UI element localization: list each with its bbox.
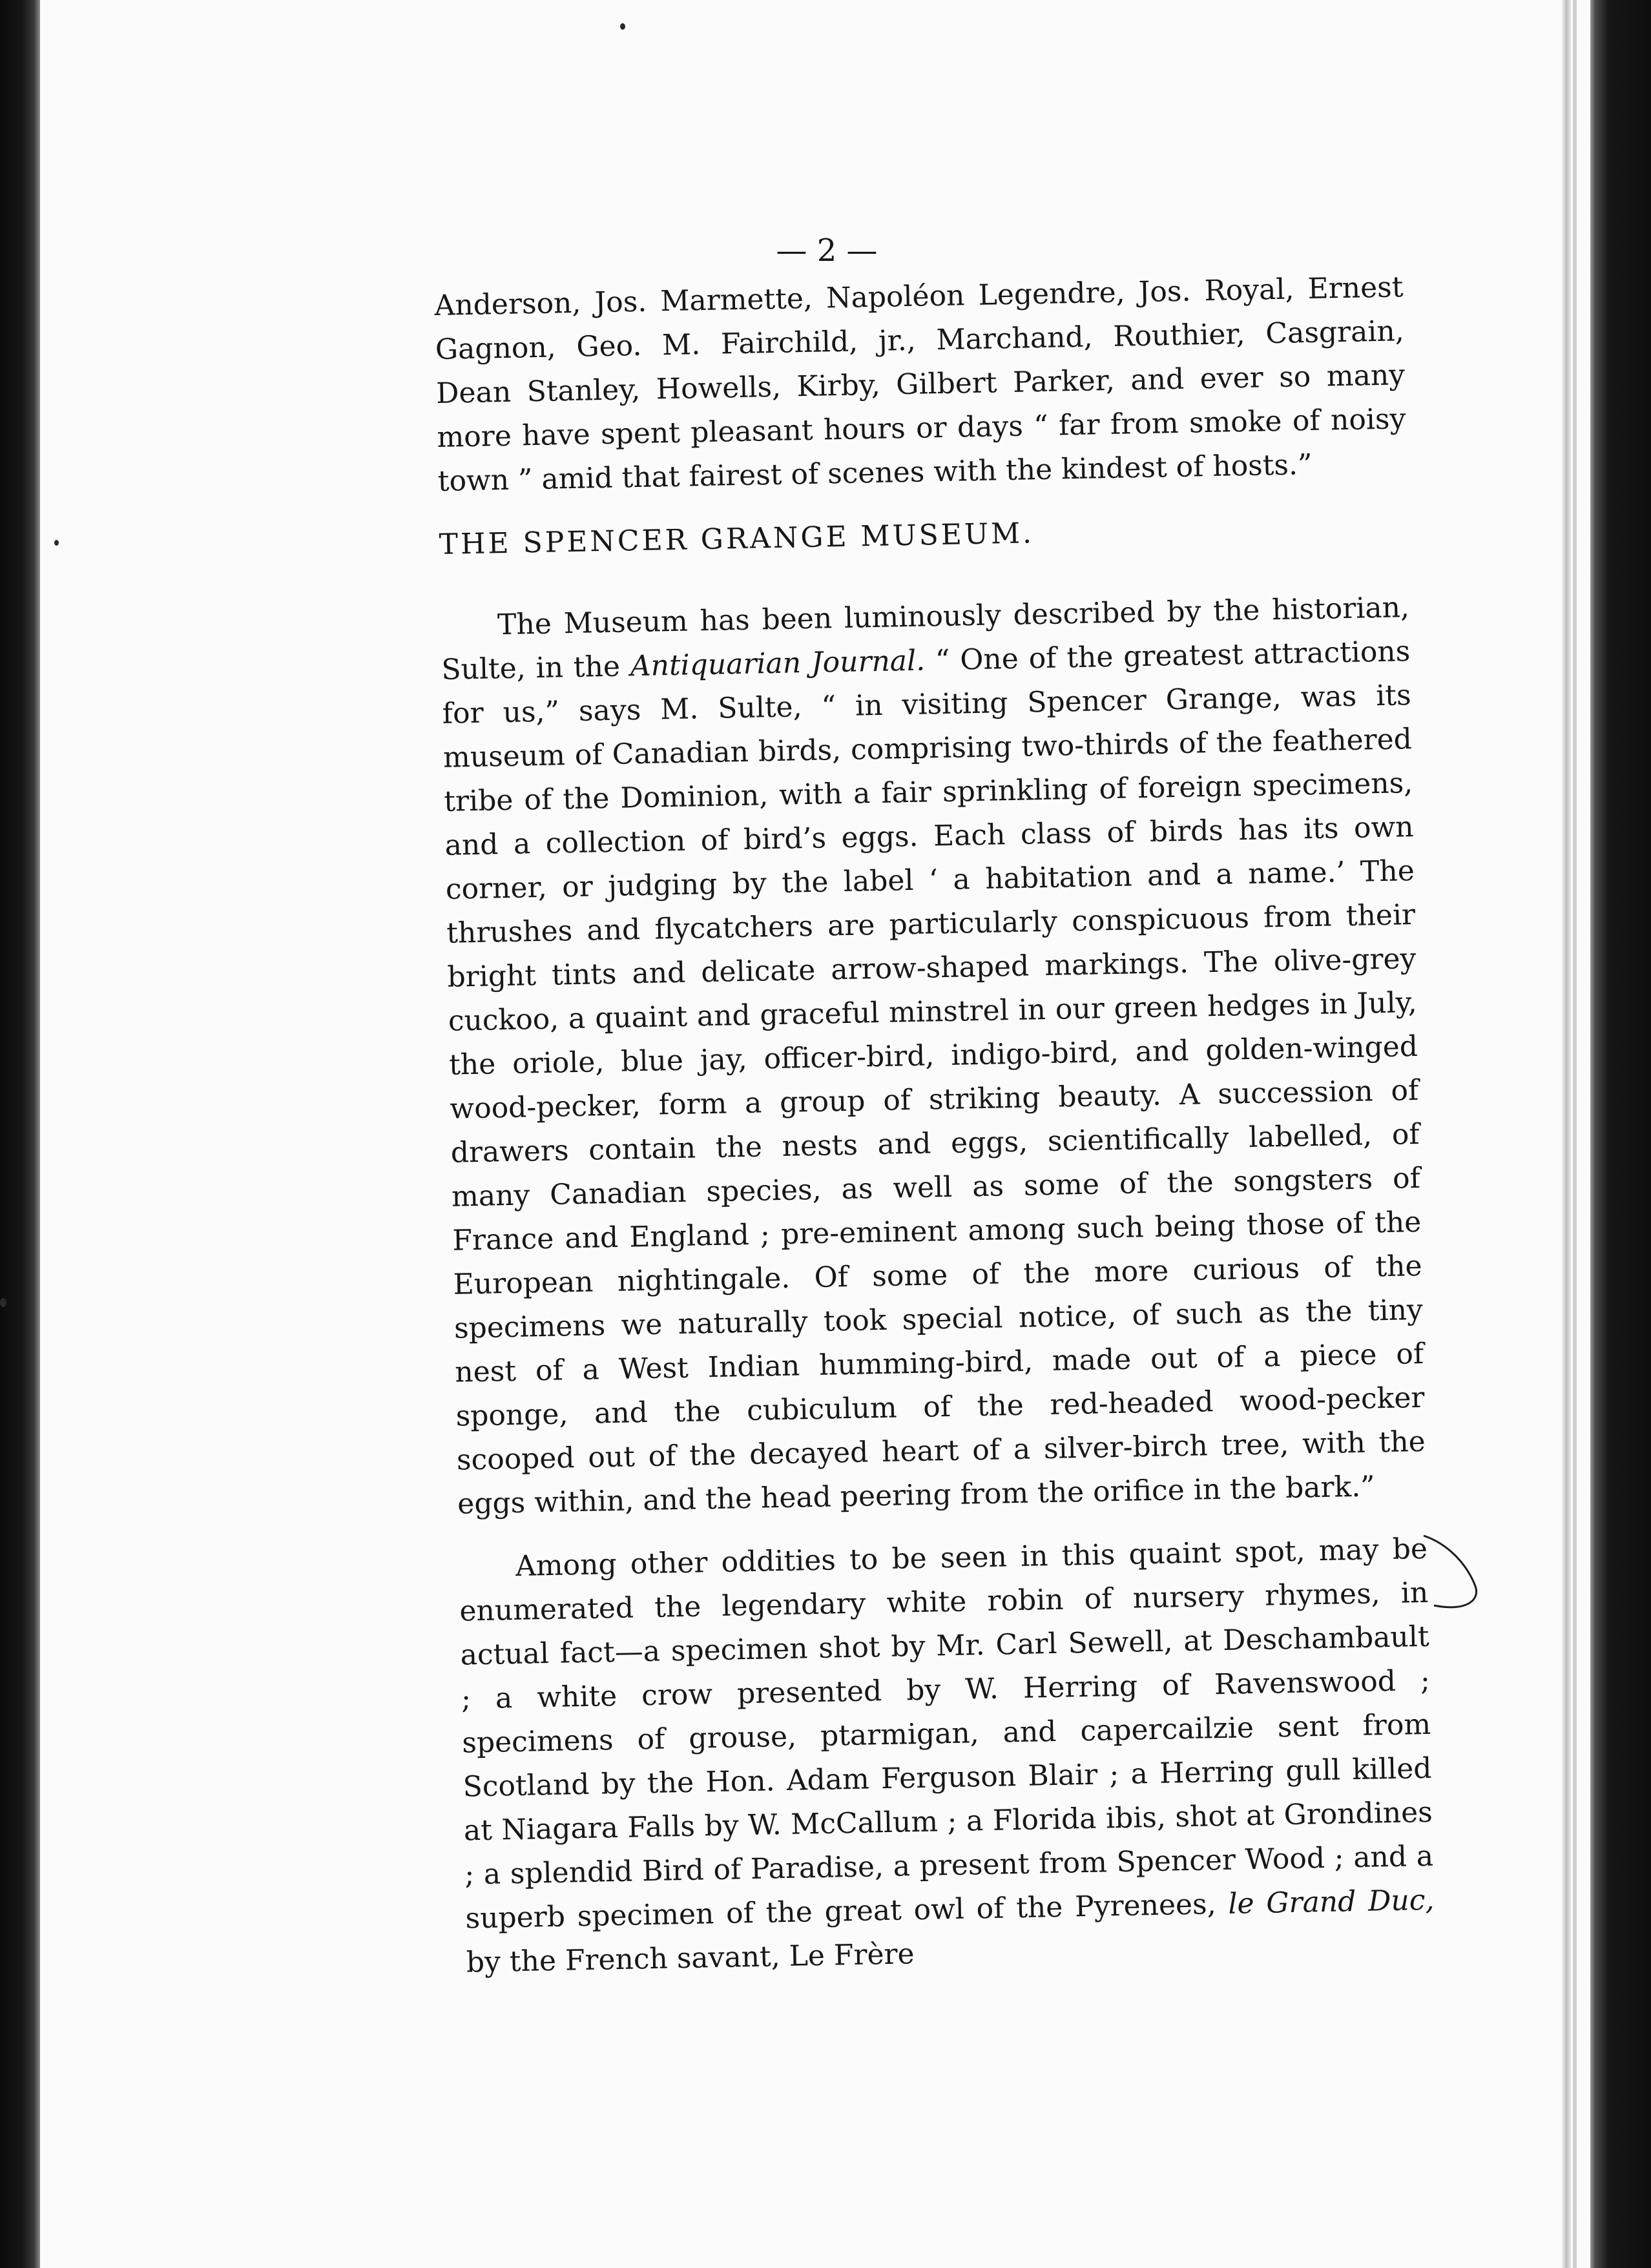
margin-pencil-mark (1421, 1524, 1492, 1621)
paragraph-text: “ One of the greatest attractions for us,” says M. Sulte, “ in visiting Spencer Grange, was its museum of Canadian birds, comprising two-thirds of the feathered tribe of the Dominion, with a fair sprinkling of foreign specimens, and a collection of bird’s eggs. Each class of birds has its own corner, or judging by the label ‘ a habitation and a name.’ The thrushes and flycatchers are particularly conspicuous from their bright tints and delicate arrow-shaped markings. The olive-grey cuckoo, a quaint and graceful minstrel in our green hedges in July, the oriole, blue jay, officer-bird, indigo-bird, and golden-winged wood-pecker, form a group of striking beauty. A succession of drawers contain the nests and eggs, scientifically labelled, of many Canadian species, as well as some of the songsters of France and England ; pre-eminent among such being those of the European nightingale. Of some of the more curious of the specimens we naturally took special notice, of such as the tiny nest of a West Indian humming-bird, made out of a piece of sponge, and the cubiculum of the red-headed wood-pecker scooped out of the decayed heart of a silver-birch tree, with the eggs within, and the head peering from the orifice in the bark.” (442, 635, 1426, 1521)
scanner-margin-right (1590, 0, 1651, 2268)
body-text (434, 265, 1435, 1984)
scanner-margin-left (0, 0, 40, 2268)
scan-speck (620, 23, 625, 30)
page-edge-shadow (1562, 0, 1571, 2268)
scan-speck (0, 1298, 6, 1307)
paragraph-museum-description (441, 586, 1427, 1527)
paragraph-text: The Museum has been luminously described by the historian, Sulte, in the (441, 591, 1410, 686)
scan-speck (54, 540, 59, 546)
page-edge-line (1573, 0, 1577, 2268)
paragraph-oddities (459, 1527, 1436, 1985)
journal-title: Antiquarian Journal. (630, 644, 926, 683)
section-heading: THE SPENCER GRANGE MUSEUM. (439, 517, 1035, 561)
paragraph-text: by the French savant, Le Frère (466, 1937, 915, 1979)
paragraph-continued: Anderson, Jos. Marmette, Napoléon Legendre, Jos. Royal, Ernest Gagnon, Geo. M. Fairchild, jr., Marchand, Routhier, Casgrain, Dean Stanley, Howells, Kirby, Gilbert Parker, and ever so many more have spent pleasant hours or days “ far from smoke of noisy town ” amid that fairest of scenes with the kindest of hosts.” (434, 271, 1406, 498)
paragraph-text: Among other oddities to be seen in this quaint spot, may be enumerated the legendary white robin of nursery rhymes, in actual fact—a specimen shot by Mr. Carl Sewell, at Deschambault ; a white crow presented by W. Herring of Ravenswood ; specimens of grouse, ptarmigan, and capercailzie sent from Scotland by the Hon. Adam Ferguson Blair ; a Herring gull killed at Niagara Falls by W. McCallum ; a Florida ibis, shot at Grondines ; a splendid Bird of Paradise, a present from Spencer Wood ; and a superb specimen of the great owl of the Pyrenees, (459, 1532, 1434, 1935)
page-number: — 2 — (776, 232, 878, 269)
italic-name: le Grand Duc, (1227, 1883, 1435, 1921)
